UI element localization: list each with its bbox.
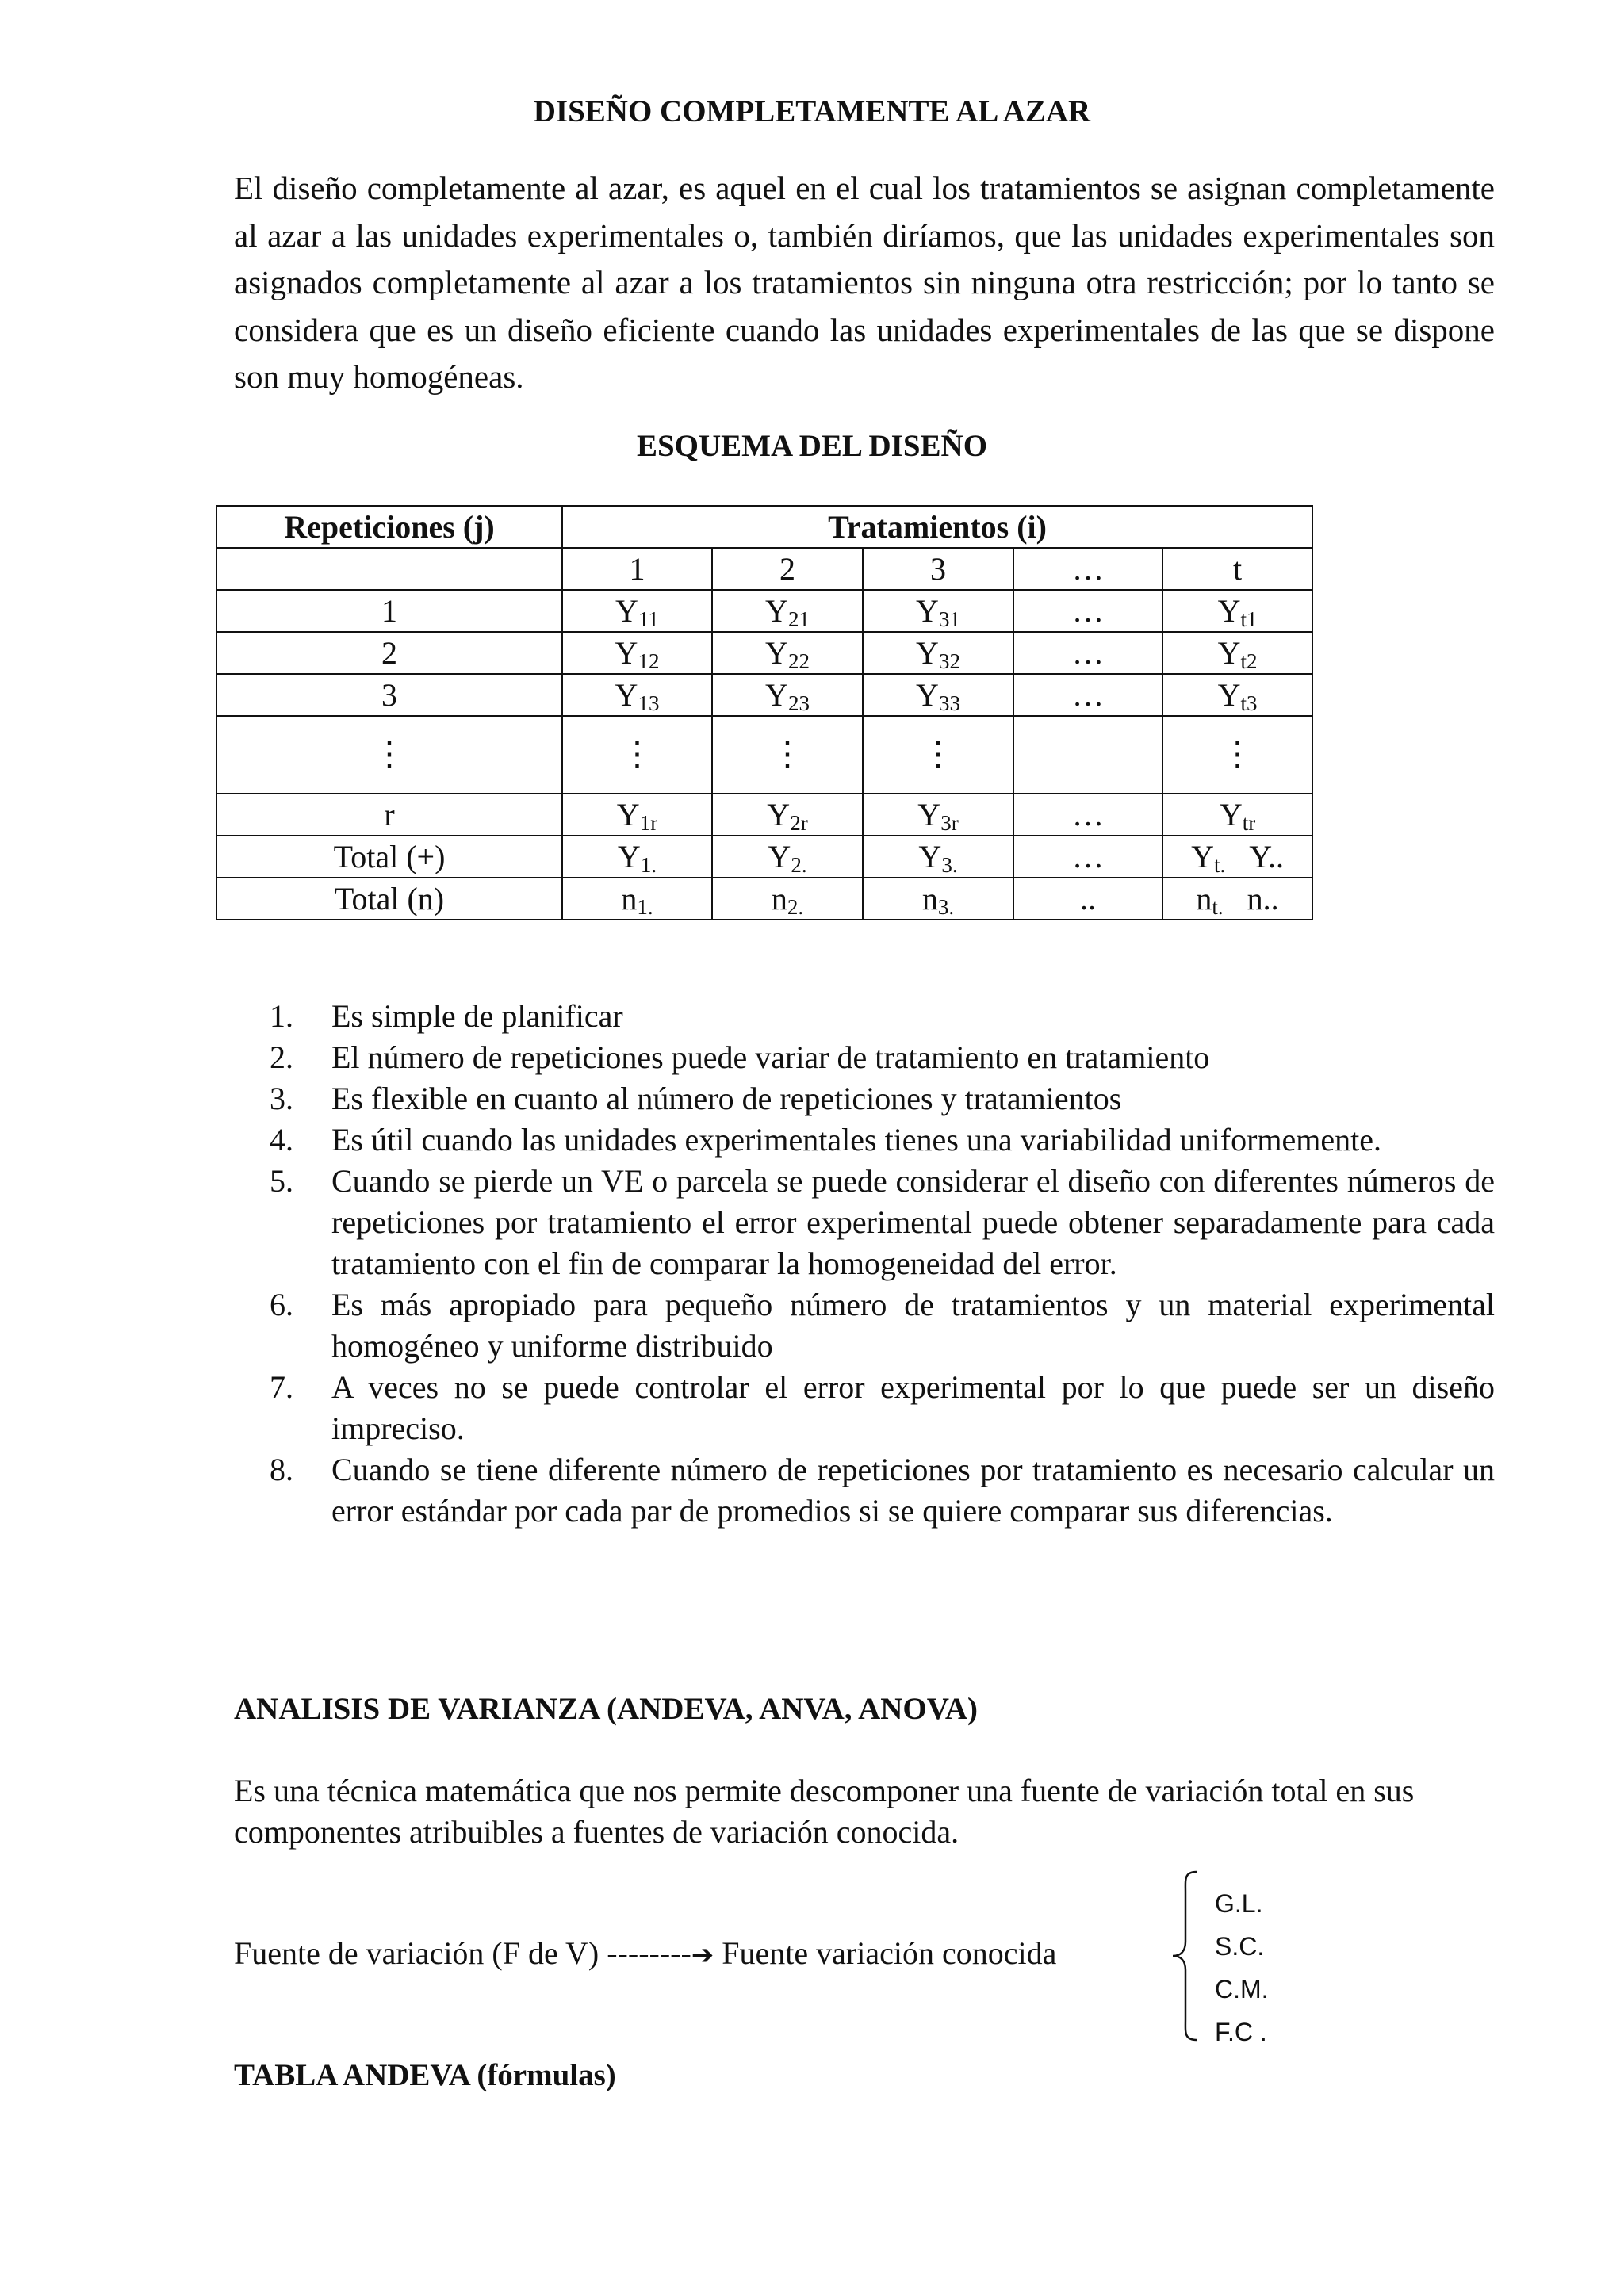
- table-cell: [863, 878, 1013, 920]
- table-cell: [216, 548, 562, 590]
- table-cell: [712, 878, 863, 920]
- total-sum-row: [216, 836, 1312, 878]
- cell-symbol: ..: [1080, 881, 1096, 916]
- table-cell: [562, 836, 712, 878]
- cell-symbol: n: [1196, 881, 1212, 916]
- list-text: Es simple de planificar: [331, 998, 623, 1034]
- repetition-label: 1: [216, 590, 562, 632]
- table-cell: [863, 716, 1013, 794]
- header-repeticiones: Repeticiones (j): [216, 506, 562, 548]
- cell-symbol: …: [1072, 635, 1104, 671]
- cell-symbol: Y: [765, 677, 788, 713]
- anova-paragraph: Es una técnica matemática que nos permite descomponer una fuente de variación total en sus componentes atribuibles a fuentes de variación conocida.: [234, 1773, 1415, 1850]
- table-cell: [863, 794, 1013, 836]
- component-sc: S.C.: [1215, 1932, 1265, 1961]
- table-cell: [863, 632, 1013, 674]
- advantages-list: [270, 996, 1495, 1532]
- cell-subscript: 22: [787, 649, 810, 673]
- table-cell: [1013, 590, 1162, 632]
- cell-symbol: Y: [767, 797, 791, 832]
- fv-left-text: Fuente de variación (F de V) --------: [234, 1935, 691, 1971]
- cell-subscript: 3.: [941, 853, 958, 877]
- total-label: Total (n): [216, 878, 562, 920]
- table-cell: [1013, 716, 1162, 794]
- table-cell: [1013, 674, 1162, 716]
- list-item: [270, 1037, 1495, 1078]
- treatment-label: 2: [712, 548, 863, 590]
- table-cell: [712, 590, 863, 632]
- cell-symbol: n: [771, 881, 787, 916]
- list-item: [270, 1367, 1495, 1449]
- cell-symbol: n: [621, 881, 638, 916]
- component-cm: C.M.: [1215, 1975, 1269, 2003]
- table-cell: [1013, 878, 1162, 920]
- table-cell: [1162, 878, 1312, 920]
- table-cell: [562, 674, 712, 716]
- anova-components-list: [1215, 1882, 1269, 2053]
- cell-subscript: 2.: [791, 853, 807, 877]
- cell-subscript: 1.: [640, 853, 657, 877]
- cell-symbol: …: [1072, 677, 1104, 713]
- table-row: [216, 716, 1312, 794]
- document-title: DISEÑO COMPLETAMENTE AL AZAR: [533, 94, 1091, 128]
- table-cell: [712, 794, 863, 836]
- list-text: Es más apropiado para pequeño número de tratamientos y un material experimental homogéneo y uniforme distribuido: [331, 1287, 1495, 1364]
- cell-symbol: Y: [616, 797, 640, 832]
- table-row: [216, 674, 1312, 716]
- cell-subscript: tr: [1242, 811, 1256, 835]
- treatment-index-row: [216, 548, 1312, 590]
- grand-total: Y..: [1249, 839, 1284, 874]
- cell-subscript: t.: [1213, 853, 1226, 877]
- cell-subscript: 12: [638, 649, 660, 673]
- cell-symbol: Y: [765, 593, 788, 629]
- cell-symbol: Y: [765, 635, 788, 671]
- cell-symbol: Y: [1219, 797, 1243, 832]
- table-cell: [562, 632, 712, 674]
- cell-symbol: ⋮: [1220, 737, 1254, 773]
- cell-symbol: ⋮: [771, 737, 804, 773]
- table-row: [216, 590, 1312, 632]
- fv-right-text: Fuente variación conocida: [722, 1935, 1057, 1971]
- cell-symbol: ⋮: [620, 737, 654, 773]
- arrow-icon: ➔: [691, 1939, 714, 1971]
- total-count-row: [216, 878, 1312, 920]
- cell-subscript: t3: [1240, 691, 1258, 715]
- cell-symbol: n: [921, 881, 938, 916]
- table-cell: [562, 794, 712, 836]
- cell-subscript: 13: [638, 691, 660, 715]
- cell-symbol: Y: [617, 839, 641, 874]
- list-item: [270, 1078, 1495, 1119]
- cell-symbol: …: [1072, 797, 1104, 832]
- table-cell: [1162, 716, 1312, 794]
- treatment-label: t: [1162, 548, 1312, 590]
- cell-symbol: Y: [918, 839, 942, 874]
- table-cell: [712, 716, 863, 794]
- table-cell: [1162, 674, 1312, 716]
- cell-symbol: Y: [768, 839, 791, 874]
- treatment-label: 1: [562, 548, 712, 590]
- grand-total: n..: [1247, 881, 1279, 916]
- list-number: 6.: [270, 1287, 293, 1322]
- intro-paragraph: El diseño completamente al azar, es aquel en el cual los tratamientos se asignan completamente al azar a las unidades experimentales o, también diríamos, que las unidades experimentales son asignados completamente al azar a los tratamientos sin ninguna otra restricción; por lo tanto se considera que es un diseño eficiente cuando las unidades experimentales de las que se dispone son muy homogéneas.: [234, 170, 1495, 395]
- cell-symbol: Y: [1217, 593, 1241, 629]
- cell-symbol: Y: [615, 635, 638, 671]
- cell-symbol: …: [1072, 593, 1104, 629]
- cell-symbol: Y: [615, 677, 638, 713]
- design-scheme-table: [216, 505, 1313, 920]
- component-gl: G.L.: [1215, 1889, 1263, 1918]
- table-header-row: [216, 506, 1312, 548]
- repetition-label: ⋮: [216, 716, 562, 794]
- table-cell: [863, 836, 1013, 878]
- cell-subscript: 2r: [790, 811, 808, 835]
- table-cell: [562, 590, 712, 632]
- cell-subscript: 2.: [787, 895, 804, 919]
- cell-subscript: t1: [1240, 607, 1258, 631]
- andeva-table-heading: TABLA ANDEVA (fórmulas): [234, 2058, 616, 2092]
- list-item: [270, 1161, 1495, 1284]
- list-text: Cuando se tiene diferente número de repeticiones por tratamiento es necesario calcular un error estándar por cada par de promedios si se quiere comparar sus diferencias.: [331, 1452, 1495, 1529]
- list-number: 3.: [270, 1081, 293, 1116]
- cell-subscript: 32: [938, 649, 960, 673]
- cell-symbol: …: [1072, 839, 1104, 874]
- table-row: [216, 632, 1312, 674]
- list-number: 4.: [270, 1122, 293, 1158]
- list-item: [270, 996, 1495, 1037]
- list-text: Es útil cuando las unidades experimentales tienes una variabilidad uniformemente.: [331, 1122, 1382, 1158]
- table-cell: [562, 878, 712, 920]
- cell-symbol: Y: [916, 677, 939, 713]
- cell-subscript: t2: [1240, 649, 1258, 673]
- table-cell: [1162, 632, 1312, 674]
- table-cell: [863, 674, 1013, 716]
- cell-subscript: 21: [787, 607, 810, 631]
- repetition-label: 3: [216, 674, 562, 716]
- repetition-label: 2: [216, 632, 562, 674]
- table-cell: [712, 674, 863, 716]
- list-item: [270, 1284, 1495, 1367]
- cell-subscript: 1r: [639, 811, 658, 835]
- cell-symbol: Y: [1191, 839, 1214, 874]
- cell-subscript: 3.: [937, 895, 955, 919]
- table-cell: [712, 632, 863, 674]
- treatment-label: 3: [863, 548, 1013, 590]
- table-cell: [562, 716, 712, 794]
- repetition-label: r: [216, 794, 562, 836]
- table-cell: [1013, 794, 1162, 836]
- cell-symbol: Y: [615, 593, 638, 629]
- list-number: 5.: [270, 1163, 293, 1199]
- cell-subscript: 1.: [637, 895, 653, 919]
- treatment-label: …: [1013, 548, 1162, 590]
- table-cell: [1013, 836, 1162, 878]
- cell-subscript: 23: [787, 691, 810, 715]
- total-label: Total (+): [216, 836, 562, 878]
- scheme-title: ESQUEMA DEL DISEÑO: [636, 429, 988, 463]
- cell-subscript: 33: [938, 691, 960, 715]
- variation-source-line: [234, 1934, 1056, 1972]
- list-number: 1.: [270, 998, 293, 1034]
- cell-symbol: Y: [1217, 677, 1241, 713]
- cell-symbol: ⋮: [921, 737, 955, 773]
- header-tratamientos: Tratamientos (i): [562, 506, 1312, 548]
- list-text: El número de repeticiones puede variar de tratamiento en tratamiento: [331, 1039, 1210, 1075]
- list-text: A veces no se puede controlar el error experimental por lo que puede ser un diseño impreciso.: [331, 1369, 1495, 1446]
- cell-subscript: 11: [638, 607, 659, 631]
- cell-symbol: Y: [916, 593, 939, 629]
- cell-symbol: Y: [916, 635, 939, 671]
- anova-heading: ANALISIS DE VARIANZA (ANDEVA, ANVA, ANOVA): [234, 1692, 979, 1726]
- table-cell: [1162, 590, 1312, 632]
- list-item: [270, 1449, 1495, 1532]
- cell-symbol: Y: [917, 797, 941, 832]
- table-cell: [712, 836, 863, 878]
- cell-subscript: 3r: [940, 811, 959, 835]
- list-text: Cuando se pierde un VE o parcela se puede considerar el diseño con diferentes números de repeticiones por tratamiento el error experimental puede obtener separadamente para cada tratamiento con el fin de comparar la homogeneidad del error.: [331, 1163, 1495, 1281]
- list-number: 2.: [270, 1039, 293, 1075]
- list-number: 7.: [270, 1369, 293, 1405]
- list-text: Es flexible en cuanto al número de repeticiones y tratamientos: [331, 1081, 1122, 1116]
- cell-subscript: t.: [1212, 895, 1224, 919]
- cell-symbol: Y: [1217, 635, 1241, 671]
- table-row: [216, 794, 1312, 836]
- table-cell: [1013, 632, 1162, 674]
- list-number: 8.: [270, 1452, 293, 1487]
- table-cell: [1162, 836, 1312, 878]
- curly-brace-icon: [1170, 1869, 1201, 2043]
- table-cell: [1162, 794, 1312, 836]
- list-item: [270, 1119, 1495, 1161]
- table-cell: [863, 590, 1013, 632]
- component-fc: F.C .: [1215, 2018, 1267, 2046]
- cell-subscript: 31: [938, 607, 960, 631]
